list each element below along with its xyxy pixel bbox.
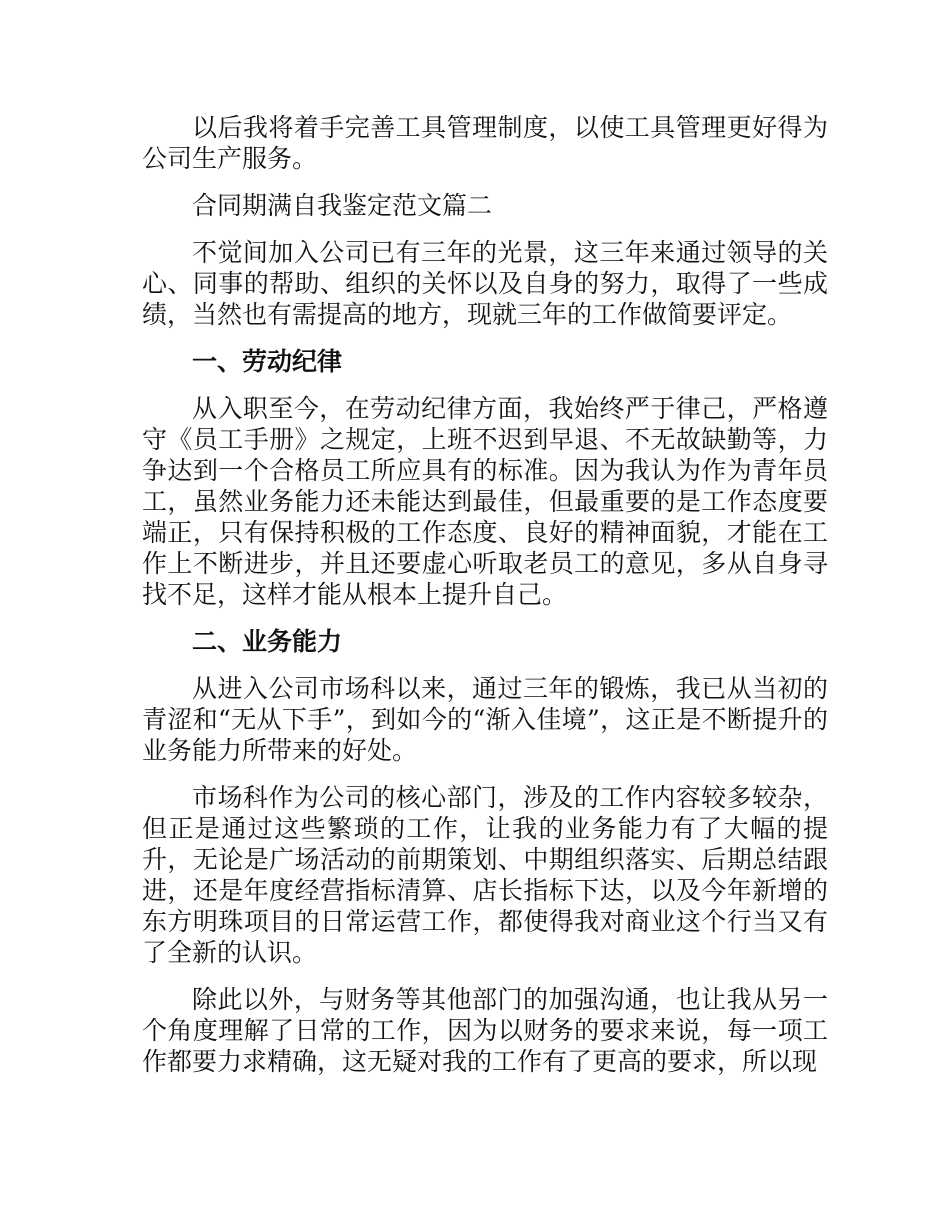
paragraph-business-growth: 从进入公司市场科以来，通过三年的锻炼，我已从当初的青涩和“无从下手”，到如今的“渐入佳境”，这正是不断提升的业务能力所带来的好处。 (142, 674, 828, 765)
paragraph-tool-management: 以后我将着手完善工具管理制度，以使工具管理更好得为公司生产服务。 (142, 113, 828, 173)
paragraph-market-department: 市场科作为公司的核心部门，涉及的工作内容较多较杂，但正是通过这些繁琐的工作，让我的业务能力有了大幅的提升，无论是广场活动的前期策划、中期组织落实、后期总结跟进，还是年度经营指标清算、店长指标下达，以及今年新增的东方明珠项目的日常运营工作，都使得我对商业这个行当又有了全新的认识。 (142, 783, 828, 967)
heading-business-ability: 二、业务能力 (192, 627, 343, 656)
document-body (142, 112, 828, 1091)
paragraph-communication: 除此以外，与财务等其他部门的加强沟通，也让我从另一个角度理解了日常的工作，因为以财务的要求来说，每一项工作都要力求精确，这无疑对我的工作有了更高的要求，所以现 (142, 985, 828, 1076)
paragraph-labor-discipline: 从入职至今，在劳动纪律方面，我始终严于律己，严格遵守《员工手册》之规定，上班不迟到早退、不无故缺勤等，力争达到一个合格员工所应具有的标准。因为我认为作为青年员工，虽然业务能力还未能达到最佳，但最重要的是工作态度要端正，只有保持积极的工作态度、良好的精神面貌，才能在工作上不断进步，并且还要虚心听取老员工的意见，多从自身寻找不足，这样才能从根本上提升自己。 (142, 394, 828, 609)
section-title-part-two: 合同期满自我鉴定范文篇二 (192, 191, 493, 220)
heading-labor-discipline: 一、劳动纪律 (192, 347, 343, 376)
paragraph-intro: 不觉间加入公司已有三年的光景，这三年来通过领导的关心、同事的帮助、组织的关怀以及自身的努力，取得了一些成绩，当然也有需提高的地方，现就三年的工作做简要评定。 (142, 238, 828, 329)
